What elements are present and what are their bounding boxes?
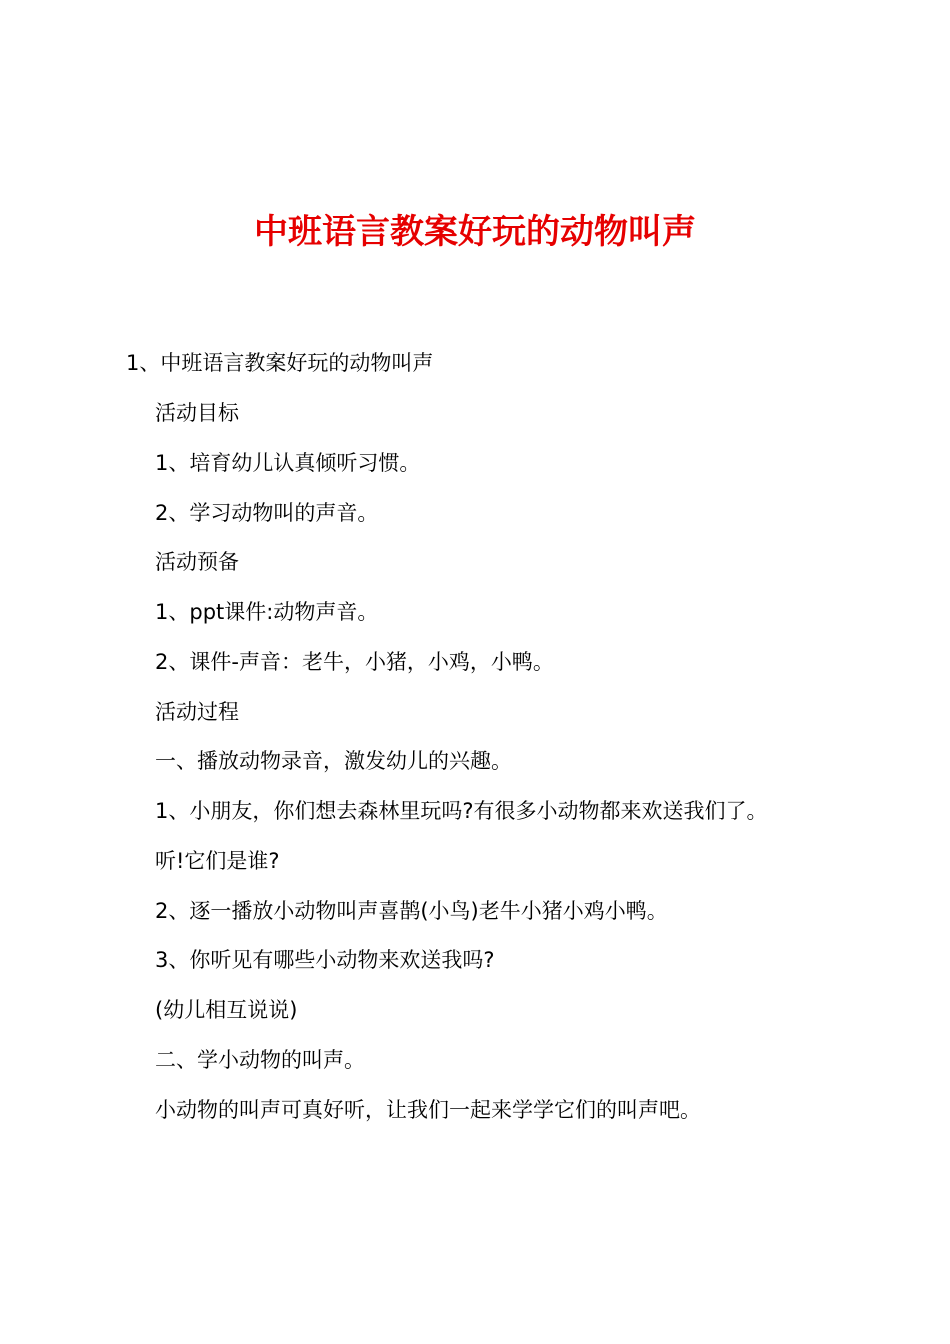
paragraph-activity-prep: 活动预备 — [155, 550, 239, 574]
paragraph-goal-1: 1、培育幼儿认真倾听习惯。 — [155, 451, 421, 475]
paragraph-step-one-1: 1、小朋友，你们想去森林里玩吗?有很多小动物都来欢送我们了。 — [155, 799, 768, 823]
paragraph-step-two: 二、学小动物的叫声。 — [155, 1048, 365, 1072]
paragraph-step-one: 一、播放动物录音，激发幼儿的兴趣。 — [155, 749, 512, 773]
paragraph-listen: 听!它们是谁? — [155, 849, 280, 873]
paragraph-step-one-3: 3、你听见有哪些小动物来欢送我吗? — [155, 948, 495, 972]
paragraph-activity-process: 活动过程 — [155, 700, 239, 724]
paragraph-goal-2: 2、学习动物叫的声音。 — [155, 501, 379, 525]
paragraph-prep-2: 2、课件-声音：老牛，小猪，小鸡，小鸭。 — [155, 650, 554, 674]
paragraph-step-two-intro: 小动物的叫声可真好听，让我们一起来学学它们的叫声吧。 — [155, 1098, 701, 1122]
paragraph-children-discuss: (幼儿相互说说) — [155, 998, 298, 1022]
paragraph-activity-goals: 活动目标 — [155, 401, 239, 425]
paragraph-heading-1: 1、中班语言教案好玩的动物叫声 — [126, 351, 434, 375]
paragraph-step-one-2: 2、逐一播放小动物叫声喜鹊(小鸟)老牛小猪小鸡小鸭。 — [155, 899, 668, 923]
paragraph-prep-1: 1、ppt课件:动物声音。 — [155, 600, 379, 624]
document-title: 中班语言教案好玩的动物叫声 — [254, 212, 696, 252]
